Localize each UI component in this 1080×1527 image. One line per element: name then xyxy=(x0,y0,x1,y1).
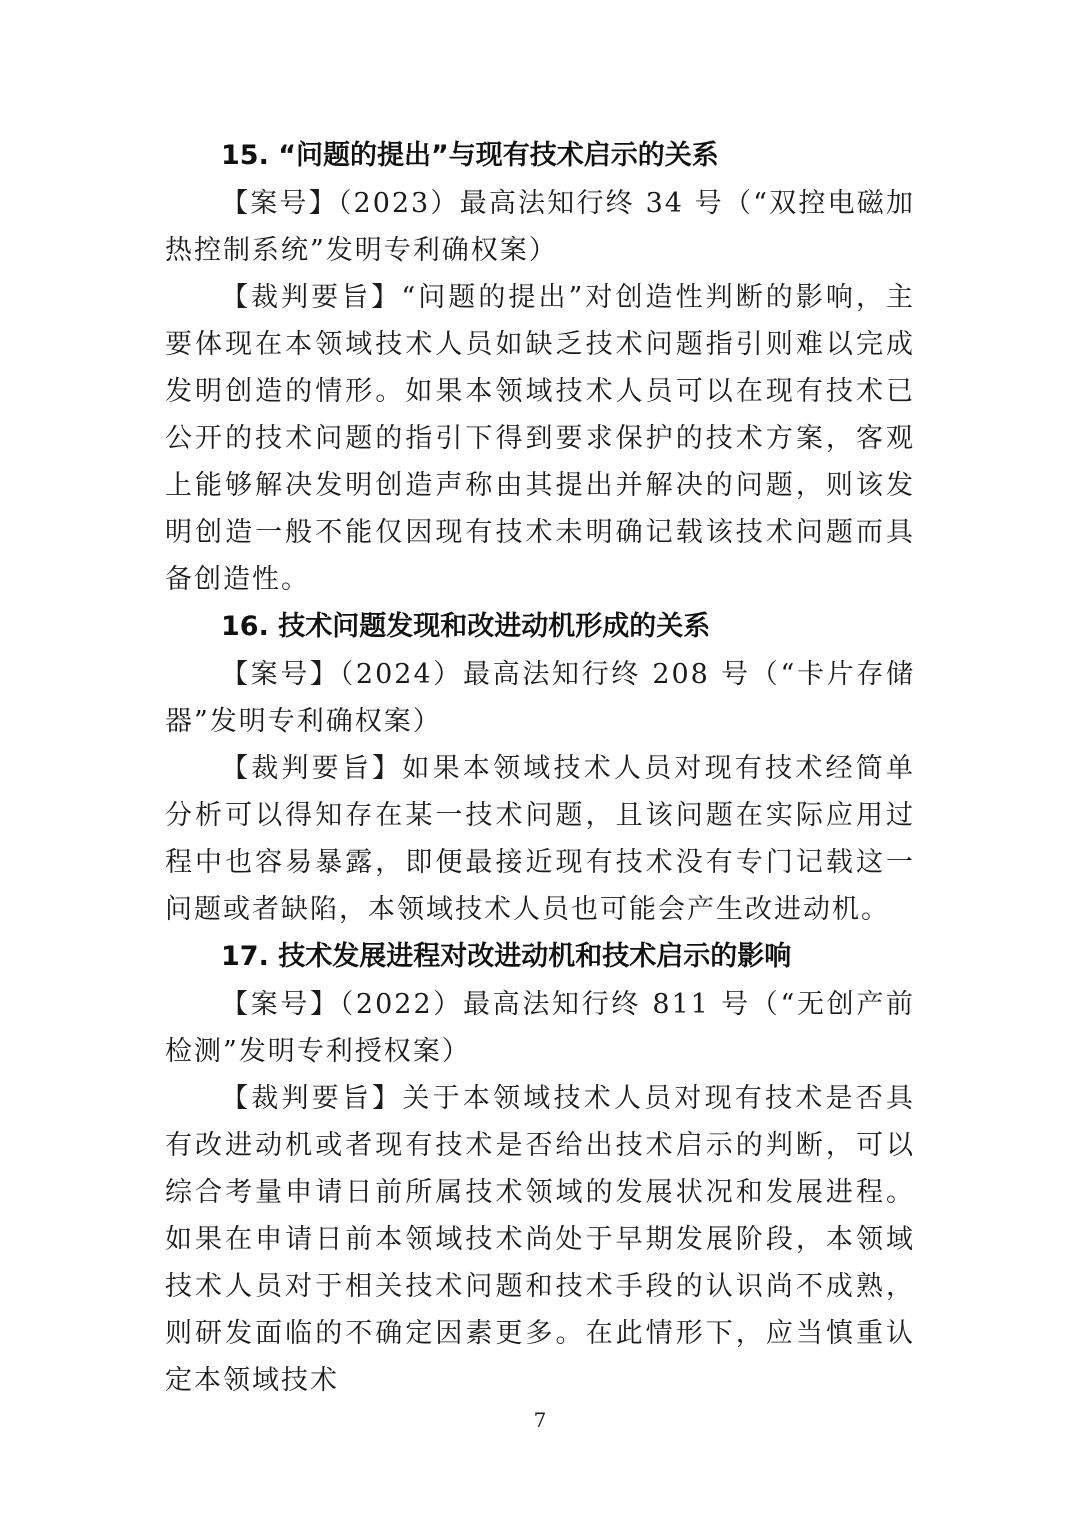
gist-text: 如果本领域技术人员对现有技术经简单分析可以得知存在某一技术问题，且该问题在实际应用过程中也容易暴露，即便最接近现有技术没有专门记载这一问题或者缺陷，本领域技术人员也可能会产生改进动机。 xyxy=(165,753,916,925)
case-number-paragraph xyxy=(165,981,915,1075)
judgment-gist-paragraph xyxy=(165,274,915,603)
case-number-paragraph xyxy=(165,180,915,274)
case-label: 【案号】 xyxy=(221,989,340,1020)
case-text: （2024）最高法知行终 208 号（“卡片存储器”发明专利确权案） xyxy=(165,659,916,737)
document-page xyxy=(165,132,915,1404)
case-text: （2022）最高法知行终 811 号（“无创产前检测”发明专利授权案） xyxy=(165,989,916,1067)
section-heading: 16. 技术问题发现和改进动机形成的关系 xyxy=(221,611,711,642)
gist-label: 【裁判要旨】 xyxy=(221,753,403,784)
gist-text: “问题的提出”对创造性判断的影响，主要体现在本领域技术人员如缺乏技术问题指引则难以完成发明创造的情形。如果本领域技术人员可以在现有技术已公开的技术问题的指引下得到要求保护的技术方案，客观上能够解决发明创造声称由其提出并解决的问题，则该发明创造一般不能仅因现有技术未明确记载该技术问题而具备创造性。 xyxy=(165,282,916,595)
judgment-gist-paragraph xyxy=(165,745,915,933)
gist-label: 【裁判要旨】 xyxy=(221,282,402,313)
case-text: （2023）最高法知行终 34 号（“双控电磁加热控制系统”发明专利确权案） xyxy=(165,188,915,266)
section-15 xyxy=(165,132,915,603)
judgment-gist-paragraph xyxy=(165,1075,915,1404)
page-number: 7 xyxy=(533,1408,547,1432)
section-16 xyxy=(165,603,915,933)
gist-label: 【裁判要旨】 xyxy=(221,1083,403,1114)
case-label: 【案号】 xyxy=(221,659,340,690)
section-heading: 15. “问题的提出”与现有技术启示的关系 xyxy=(221,140,719,171)
section-heading: 17. 技术发展进程对改进动机和技术启示的影响 xyxy=(221,941,792,972)
case-label: 【案号】 xyxy=(221,188,338,219)
gist-text: 关于本领域技术人员对现有技术是否具有改进动机或者现有技术是否给出技术启示的判断，可以综合考量申请日前所属技术领域的发展状况和发展进程。如果在申请日前本领域技术尚处于早期发展阶段，本领域技术人员对于相关技术问题和技术手段的认识尚不成熟，则研发面临的不确定因素更多。在此情形下，应当慎重认定本领域技术 xyxy=(165,1083,916,1396)
case-number-paragraph xyxy=(165,651,915,745)
section-17 xyxy=(165,933,915,1404)
